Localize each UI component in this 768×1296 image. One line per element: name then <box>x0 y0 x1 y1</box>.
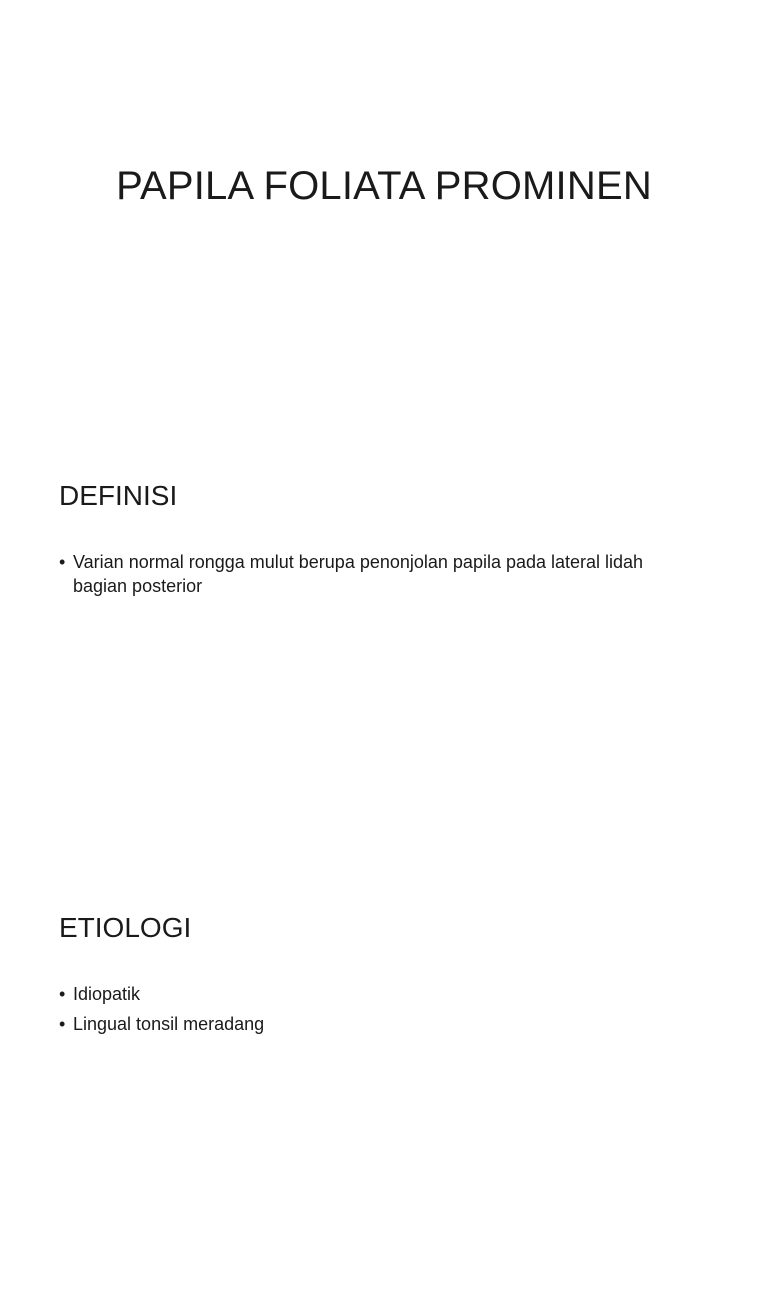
definition-bullet-item <box>59 550 699 598</box>
definition-slide <box>0 432 768 864</box>
bullet-icon: • <box>59 1014 66 1034</box>
bullet-icon: • <box>59 552 66 572</box>
etiology-heading: ETIOLOGI <box>59 912 192 943</box>
bullet-text: Lingual tonsil meradang <box>73 1014 265 1034</box>
etiology-bullet-list <box>59 982 699 1042</box>
etiology-slide <box>0 864 768 1296</box>
etiology-bullet-item <box>59 1012 699 1036</box>
bullet-text: Idiopatik <box>73 984 141 1004</box>
bullet-icon: • <box>59 984 66 1004</box>
etiology-bullet-item <box>59 982 699 1006</box>
title-slide <box>0 0 768 432</box>
bullet-text: Varian normal rongga mulut berupa penonjolan papila pada lateral lidah bagian posterior <box>73 552 644 596</box>
definition-bullet-list <box>59 550 699 604</box>
slide-title: PAPILA FOLIATA PROMINEN <box>116 164 652 208</box>
definition-heading: DEFINISI <box>59 480 178 511</box>
